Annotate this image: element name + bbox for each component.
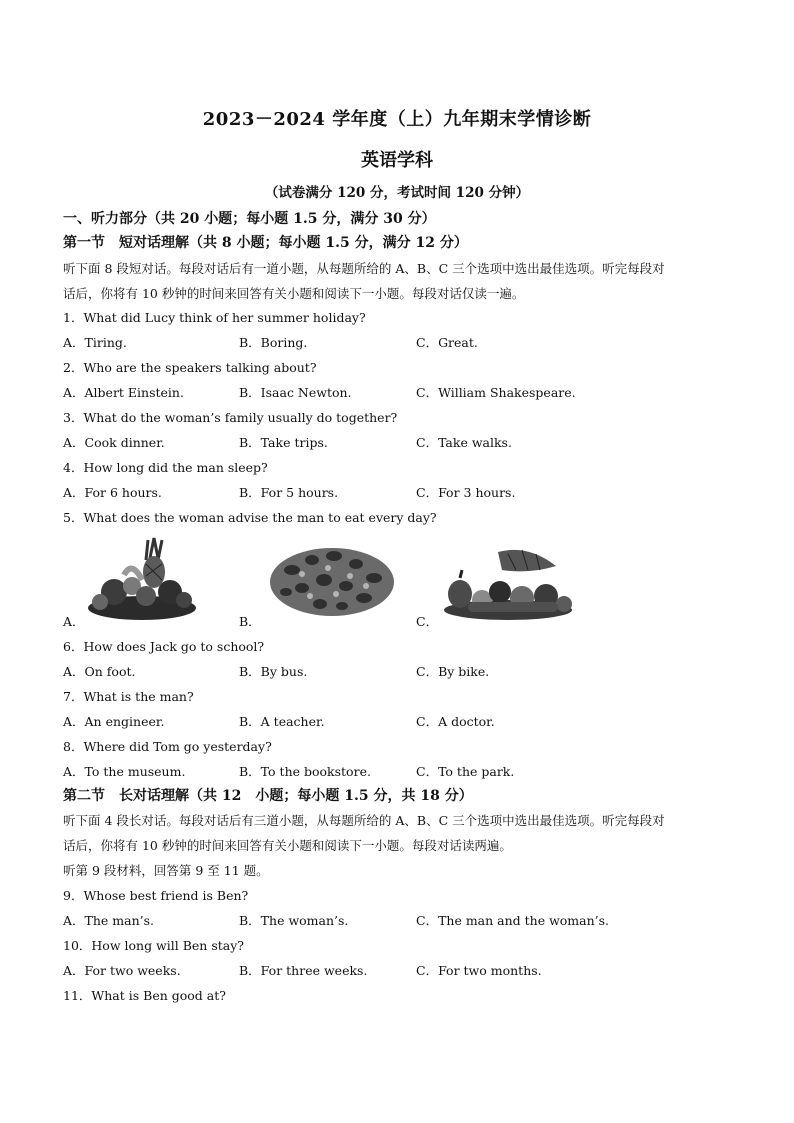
section1-heading: 第一节 短对话理解（共 8 小题；每小题 1.5 分，满分 12 分） xyxy=(63,235,468,251)
section1-instruction-1: 听下面 8 段短对话。每段对话后有一道小题，从每题所给的 A、B、C 三个选项中选出最佳选项。听完每段对 xyxy=(63,261,665,276)
question-8: 8．Where did Tom go yesterday? xyxy=(63,739,272,754)
fruit-pile-image xyxy=(84,530,200,622)
q8-option-c: C．To the park. xyxy=(416,764,515,779)
q4-option-c: C．For 3 hours. xyxy=(416,485,516,500)
question-7: 7．What is the man? xyxy=(63,689,194,704)
q2-option-c: C．William Shakespeare. xyxy=(416,385,576,400)
q6-option-b: B．By bus. xyxy=(239,664,308,679)
q7-option-a: A．An engineer. xyxy=(63,714,165,729)
section2-instruction-1: 听下面 4 段长对话。每段对话后有三道小题，从每题所给的 A、B、C 三个选项中选出最佳选项。听完每段对 xyxy=(63,813,665,828)
vegetables-pile-image xyxy=(438,540,576,622)
question-6: 6．How does Jack go to school? xyxy=(63,639,265,654)
q5-option-a: A． xyxy=(63,614,85,629)
q10-option-b: B．For three weeks. xyxy=(239,963,368,978)
q5-option-b: B． xyxy=(239,614,261,629)
q1-option-c: C．Great. xyxy=(416,335,478,350)
section2-instruction-2: 话后，你将有 10 秒钟的时间来回答有关小题和阅读下一小题。每段对话读两遍。 xyxy=(63,838,512,853)
q7-option-c: C．A doctor. xyxy=(416,714,495,729)
section1-instruction-2: 话后，你将有 10 秒钟的时间来回答有关小题和阅读下一小题。每段对话仅读一遍。 xyxy=(63,286,525,301)
q9-option-b: B．The woman’s. xyxy=(239,913,349,928)
question-4: 4．How long did the man sleep? xyxy=(63,460,268,475)
q4-option-b: B．For 5 hours. xyxy=(239,485,339,500)
q9-option-c: C．The man and the woman’s. xyxy=(416,913,610,928)
question-9: 9．Whose best friend is Ben? xyxy=(63,888,249,903)
exam-subject: 英语学科 xyxy=(361,150,433,171)
q4-option-a: A．For 6 hours. xyxy=(63,485,162,500)
q5-option-c: C． xyxy=(416,614,439,629)
nuts-pile-image xyxy=(262,530,400,622)
q3-option-a: A．Cook dinner. xyxy=(63,435,165,450)
q1-option-b: B．Boring. xyxy=(239,335,308,350)
question-5: 5．What does the woman advise the man to eat every day? xyxy=(63,510,437,525)
exam-title: 2023－2024 学年度（上）九年期末学情诊断 xyxy=(202,109,592,130)
q8-option-b: B．To the bookstore. xyxy=(239,764,371,779)
part1-heading: 一、听力部分（共 20 小题；每小题 1.5 分，满分 30 分） xyxy=(63,211,436,227)
section2-heading: 第二节 长对话理解（共 12 小题；每小题 1.5 分，共 18 分） xyxy=(63,788,473,804)
q6-option-a: A．On foot. xyxy=(63,664,136,679)
question-1: 1．What did Lucy think of her summer holiday? xyxy=(63,310,366,325)
question-11: 11．What is Ben good at? xyxy=(63,988,226,1003)
q1-option-a: A．Tiring. xyxy=(63,335,127,350)
q2-option-b: B．Isaac Newton. xyxy=(239,385,352,400)
q10-option-a: A．For two weeks. xyxy=(63,963,181,978)
q10-option-c: C．For two months. xyxy=(416,963,542,978)
q9-option-a: A．The man’s. xyxy=(63,913,155,928)
q8-option-a: A．To the museum. xyxy=(63,764,186,779)
q3-option-c: C．Take walks. xyxy=(416,435,512,450)
q6-option-c: C．By bike. xyxy=(416,664,490,679)
q2-option-a: A．Albert Einstein. xyxy=(63,385,184,400)
question-10: 10．How long will Ben stay? xyxy=(63,938,244,953)
q7-option-b: B．A teacher. xyxy=(239,714,325,729)
exam-note: （试卷满分 120 分，考试时间 120 分钟） xyxy=(264,185,530,201)
question-3: 3．What do the woman’s family usually do together? xyxy=(63,410,398,425)
section2-instruction-3: 听第 9 段材料，回答第 9 至 11 题。 xyxy=(63,863,269,878)
question-2: 2．Who are the speakers talking about? xyxy=(63,360,317,375)
q3-option-b: B．Take trips. xyxy=(239,435,328,450)
